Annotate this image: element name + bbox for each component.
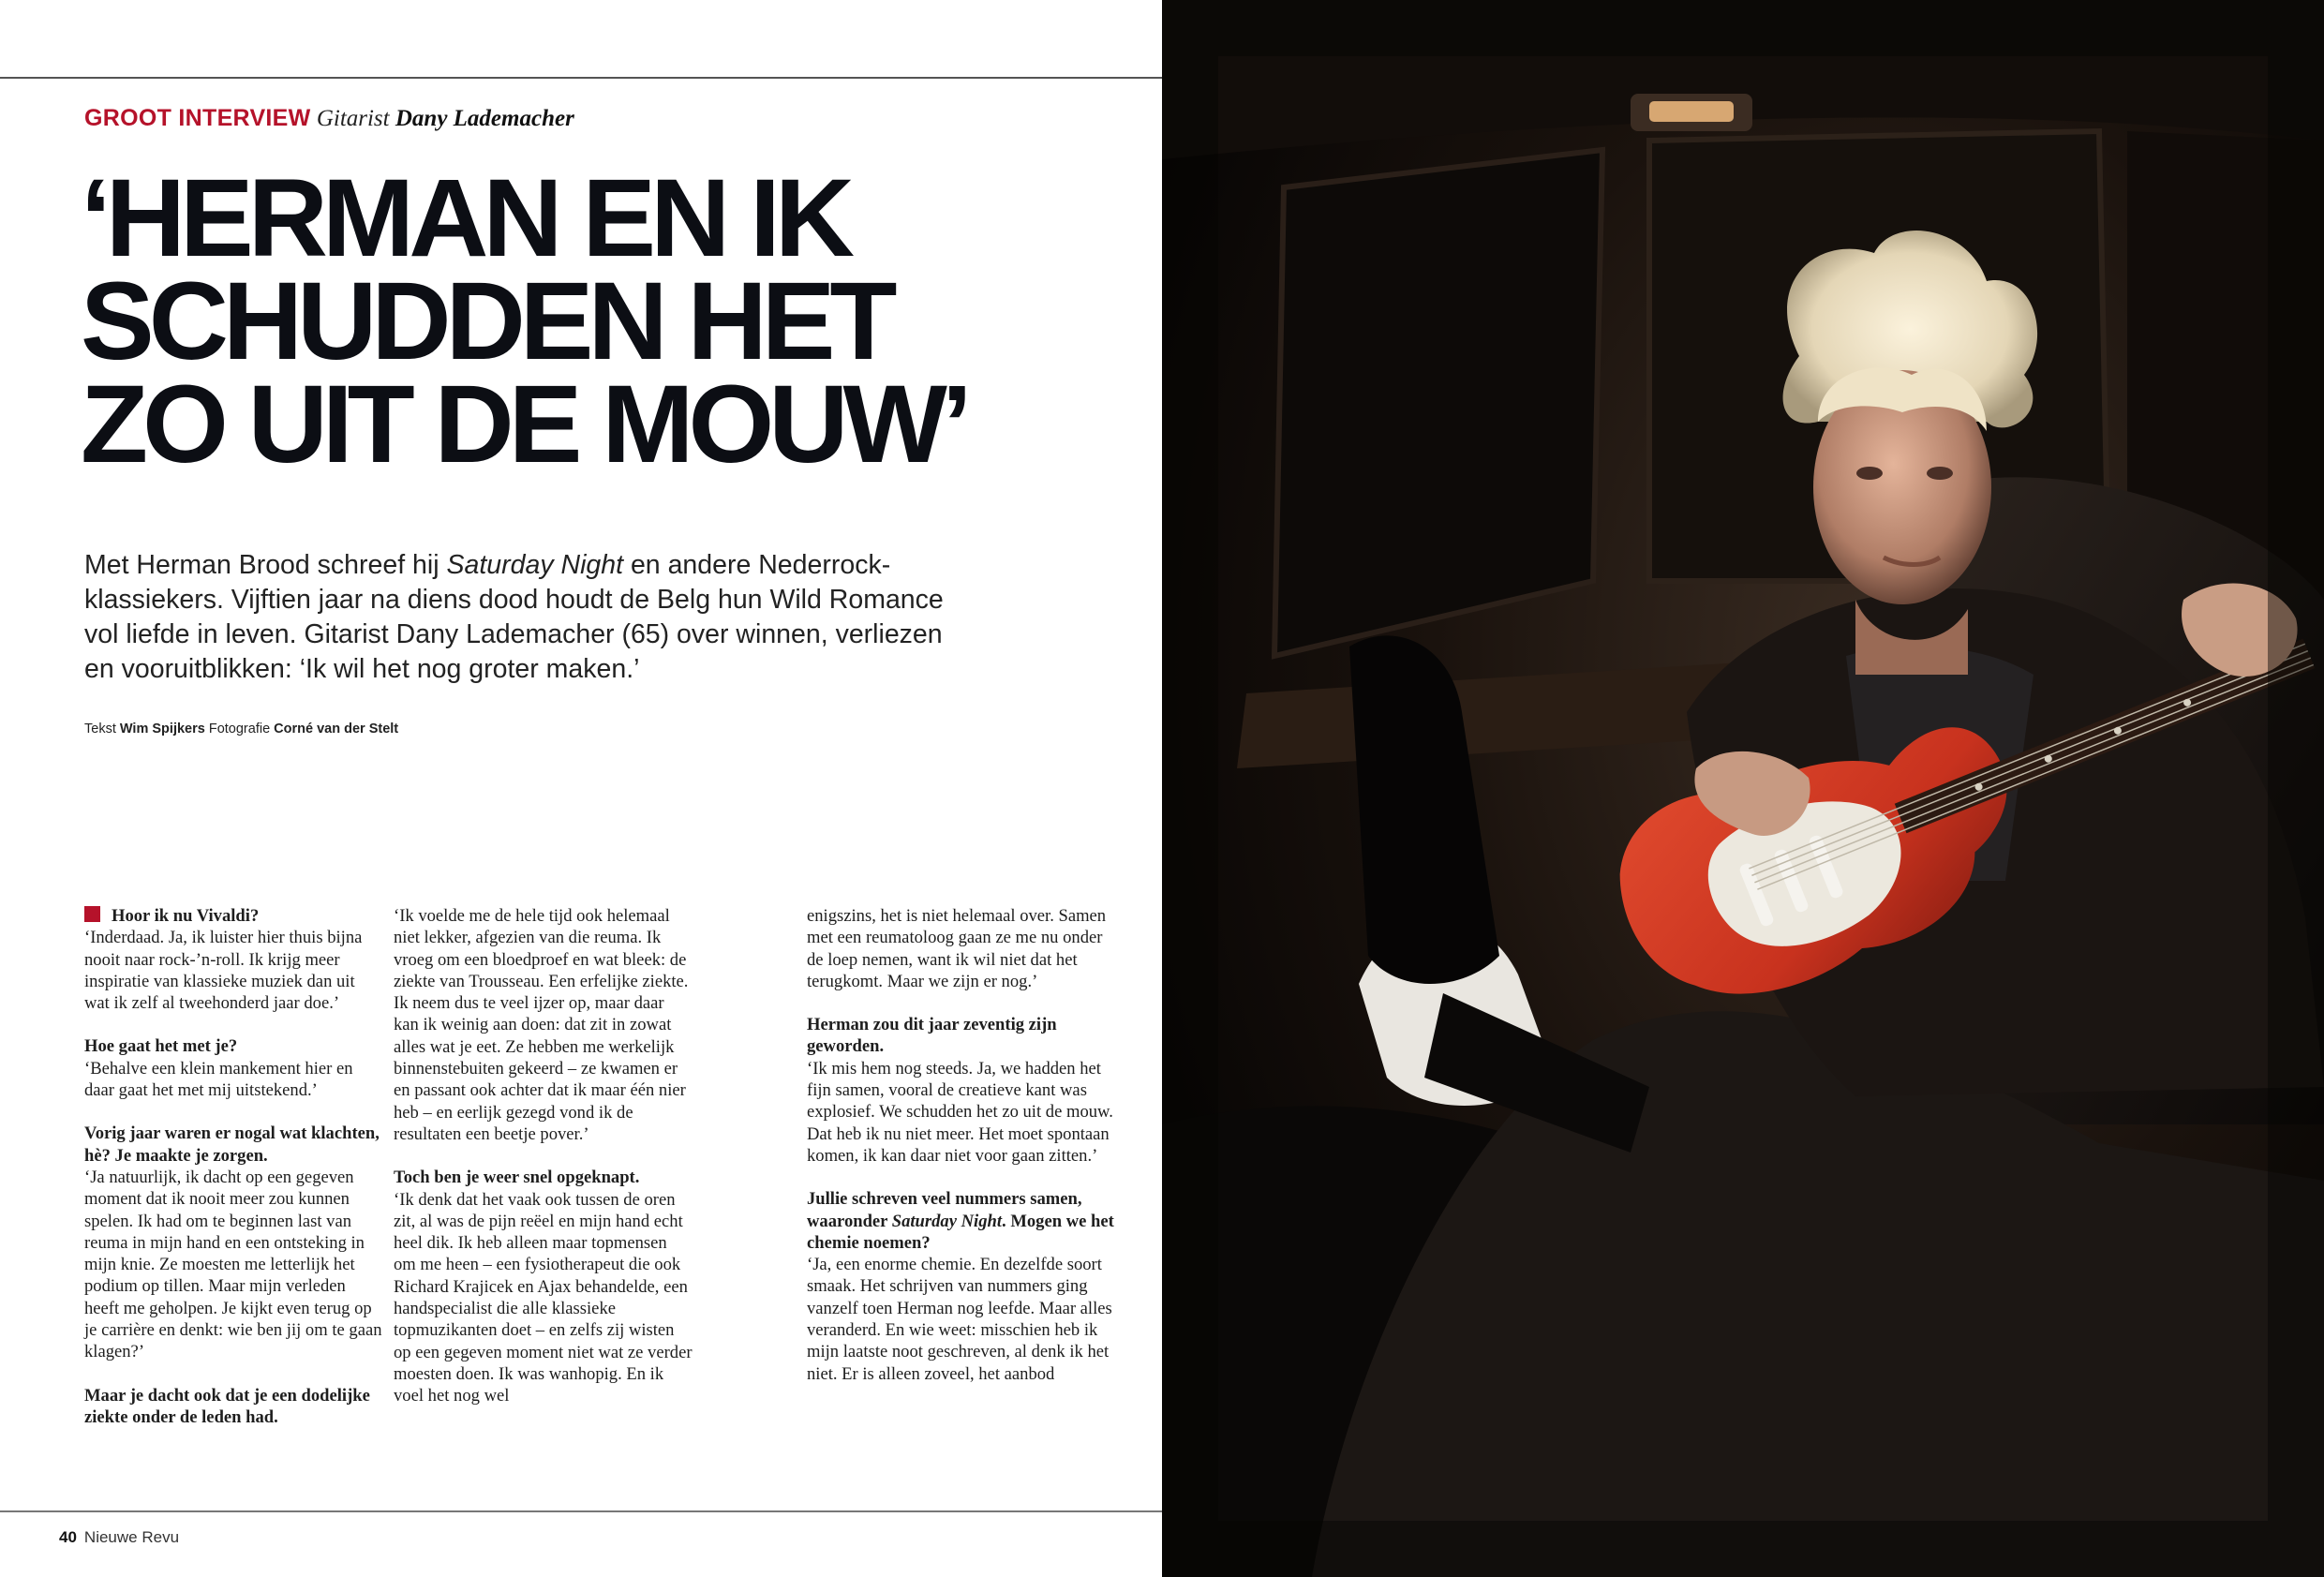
intro-paragraph: [84, 548, 946, 687]
guitarist-photo-illustration: [1162, 0, 2324, 1577]
intro-text-1: Met Herman Brood schreef hij: [84, 550, 447, 580]
qa-block: [394, 1167, 693, 1406]
question: Maar je dacht ook dat je een dodelijke ziekte onder de leden had.: [84, 1385, 370, 1427]
headline-line-1: ‘HERMAN EN IK: [81, 156, 850, 280]
credits-writer: Wim Spijkers: [119, 722, 205, 736]
intro-song-title: Saturday Night: [446, 550, 624, 580]
question: Toch ben je weer snel opgeknapt.: [394, 1168, 640, 1188]
qa-block: [84, 1385, 384, 1429]
article-column-1: [84, 905, 384, 1428]
answer: enigszins, het is niet helemaal over. Samen met een reumatoloog gaan ze me nu onder de loep nemen, want ik wil niet dat het terugkomt. Maar we zijn er nog.’: [807, 906, 1107, 991]
credits-photographer: Corné van der Stelt: [274, 722, 399, 736]
answer: ‘Ja natuurlijk, ik dacht op een gegeven moment dat ik nooit meer zou kunnen spelen. Ik had om te beginnen last van reuma in mijn hand en een ontsteking in mijn knie. Ze moesten me letterlijk het podium op tillen. Maar mijn verleden heeft me geholpen. Je kijkt even terug op je carrière en denkt: wie ben jij om te gaan klagen?’: [84, 1167, 382, 1362]
qa-block: [84, 905, 384, 1014]
article-column-2: [394, 905, 693, 1407]
kicker: [84, 105, 574, 132]
bottom-rule: [0, 1510, 1162, 1512]
answer: ‘Ik denk dat het vaak ook tussen de oren zit, al was de pijn reëel en mijn hand echt heel dik. Ik heb alleen maar topmensen om me heen – een fysiotherapeut die ook Richard Krajicek en Ajax behandelde, een handspecialist die alle klassieke topmuzikanten doet – en zelfs zij wisten op een gegeven moment niet wat ze verder moesten doen. Ik was wanhopig. En ik voel het nog wel: [394, 1189, 693, 1406]
magazine-name: Nieuwe Revu: [83, 1528, 180, 1546]
credits: [84, 722, 398, 736]
kicker-role: Gitarist: [316, 106, 390, 131]
headline: [81, 156, 1149, 486]
headline-line-2: SCHUDDEN HET: [81, 260, 892, 383]
answer: ‘Ja, een enorme chemie. En dezelfde soort smaak. Het schrijven van nummers ging vanzelf toen Herman nog leefde. Maar alles veranderd. En wie weet: misschien heb ik mijn laatste noot geschreven, al denk ik het niet. Er is alleen zoveel, het aanbod: [807, 1255, 1112, 1384]
portrait-photo: [1162, 0, 2324, 1577]
question: Jullie schreven veel nummers samen, waaronder Saturday Night. Mogen we het chemie noemen?: [807, 1189, 1114, 1253]
question: Vorig jaar waren er nogal wat klachten, hè? Je maakte je zorgen.: [84, 1123, 380, 1166]
qa-block: [807, 1188, 1116, 1385]
page-number: 40: [59, 1528, 77, 1546]
credits-photo-label: Fotografie: [208, 722, 271, 736]
kicker-section: GROOT INTERVIEW: [84, 105, 311, 131]
qa-block: [807, 1014, 1116, 1167]
intro-text-2: en andere Nederrock-klassiekers. Vijftien jaar na diens dood houdt de Belg hun Wild Romance vol liefde in leven. Gitarist Dany Lademacher (65) over winnen, verliezen en vooruitblikken: ‘Ik wil het nog groter maken.’: [84, 550, 944, 684]
question-song-title: Saturday Night: [891, 1211, 1003, 1231]
answer: ‘Behalve een klein mankement hier en daar gaat het met mij uitstekend.’: [84, 1058, 353, 1101]
qa-block: [84, 1123, 384, 1362]
answer: ‘Ik mis hem nog steeds. Ja, we hadden het fijn samen, vooral de creatieve kant was explosief. We schudden het zo uit de mouw. Dat heb ik nu niet meer. Het moet spontaan komen, ik kan daar niet voor gaan zitten.’: [807, 1058, 1113, 1166]
question: Hoe gaat het met je?: [84, 1036, 238, 1057]
answer: ‘Ik voelde me de hele tijd ook helemaal niet lekker, afgezien van die reuma. Ik vroeg om een bloedproef en wat bleek: de ziekte van Trousseau. Een erfelijke ziekte. Ik neem dus te veel ijzer op, maar daar kan ik weinig aan doen: dat zit in zowat alles wat je eet. Ze hebben me werkelijk binnenstebuiten gekeerd – ze kwamen er en passant ook achter dat ik maar één nier heb – en eerlijk gezegd vond ik de resultaten een beetje pover.’: [394, 906, 689, 1144]
kicker-name: Dany Lademacher: [395, 106, 574, 131]
answer: ‘Inderdaad. Ja, ik luister hier thuis bijna nooit naar rock-’n-roll. Ik krijg meer inspiratie van klassieke muziek dan uit wat ik zelf al tweehonderd jaar doe.’: [84, 928, 363, 1014]
headline-line-3: ZO UIT DE MOUW’: [81, 363, 967, 486]
section-marker-icon: [84, 906, 100, 922]
folio: [59, 1528, 179, 1547]
credits-text-label: Tekst: [84, 722, 116, 736]
question: Herman zou dit jaar zeventig zijn geworden.: [807, 1015, 1057, 1057]
question: Hoor ik nu Vivaldi?: [84, 905, 384, 927]
article-column-3: [807, 905, 1116, 1385]
qa-block: [84, 1035, 384, 1101]
top-rule: [0, 77, 1162, 79]
